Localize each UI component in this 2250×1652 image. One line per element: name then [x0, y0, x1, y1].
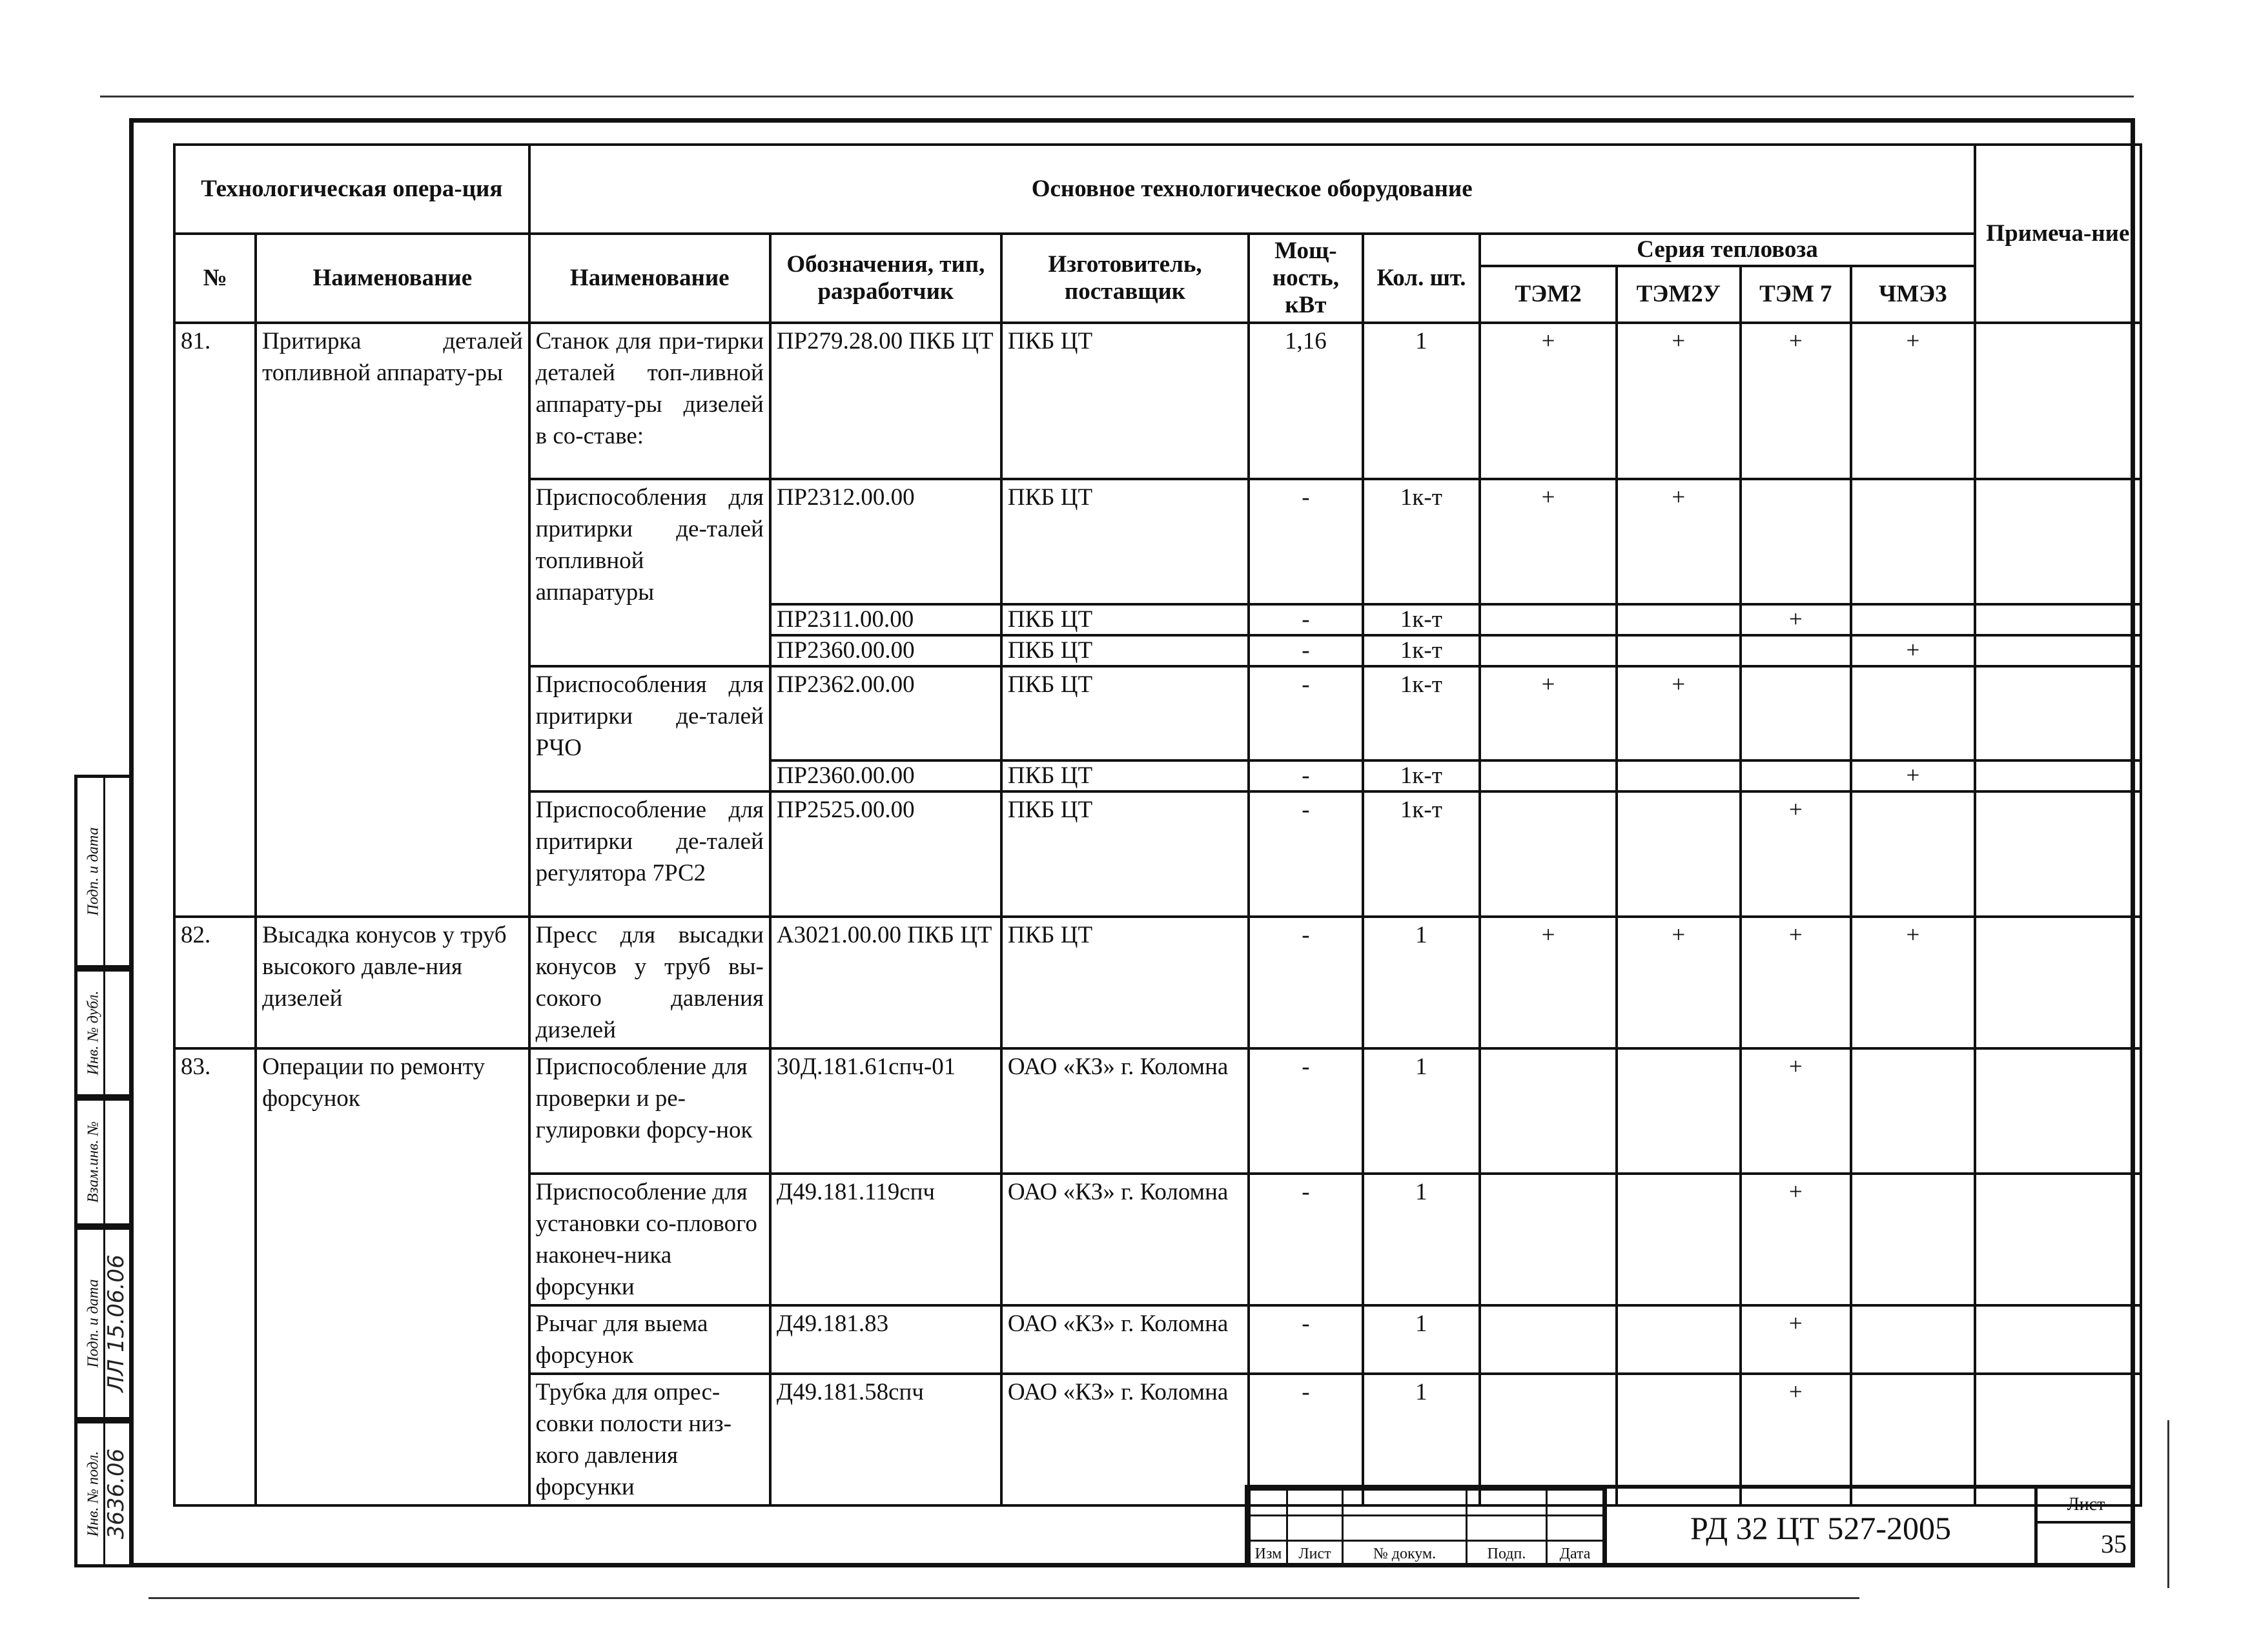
mark-tem7 [1741, 479, 1851, 604]
operation-name: Высадка конусов у труб высокого давле-ния дизелей [256, 917, 529, 1048]
note-cell [1975, 1048, 2141, 1174]
hdr-eq-name: Наименование [529, 234, 770, 323]
stamp-value-empty [103, 778, 129, 965]
maker: ОАО «КЗ» г. Коломна [1001, 1048, 1249, 1174]
hdr-series-chme3: ЧМЭ3 [1851, 266, 1975, 323]
maker: ПКБ ЦТ [1001, 323, 1249, 479]
mark-chme3 [1851, 791, 1975, 917]
hdr-tech-op: Технологическая опера-ция [174, 145, 529, 234]
power: - [1249, 1048, 1363, 1174]
mark-tem2u: + [1617, 323, 1741, 479]
mark-tem2u [1617, 760, 1741, 791]
power: - [1249, 917, 1363, 1048]
mark-chme3 [1851, 604, 1975, 635]
hdr-op-name: Наименование [256, 234, 529, 323]
stamp-label: Взам.инв. № [85, 1121, 102, 1203]
hdr-note: Примеча-ние [1975, 145, 2141, 323]
table-row [174, 1174, 2141, 1305]
designation: ПР2312.00.00 [770, 479, 1001, 604]
quantity: 1к-т [1363, 479, 1480, 604]
stamp-label: Инв. № подл. [85, 1451, 102, 1537]
mark-tem2: + [1480, 666, 1617, 760]
mark-tem2 [1480, 1305, 1617, 1374]
operation-name: Притирка деталей топливной аппарату-ры [256, 323, 529, 917]
power: 1,16 [1249, 323, 1363, 479]
stamp-value-empty [103, 972, 129, 1094]
hdr-series-tem2: ТЭМ2 [1480, 266, 1617, 323]
note-cell [1975, 760, 2141, 791]
hdr-series: Серия тепловоза [1480, 234, 1975, 266]
power: - [1249, 666, 1363, 760]
stamp-handwritten-number: 3636.06 [103, 1448, 129, 1540]
quantity: 1 [1363, 917, 1480, 1048]
designation: ПР2360.00.00 [770, 760, 1001, 791]
mark-tem7: + [1741, 1374, 1851, 1505]
equipment-name: Трубка для опрес-совки полости низ-кого давления форсунки [529, 1374, 770, 1505]
stamp-label: Подп. и дата [85, 827, 102, 916]
mark-chme3: + [1851, 917, 1975, 1048]
sheet-box [2038, 1489, 2134, 1567]
mark-tem7: + [1741, 1048, 1851, 1174]
maker: ПКБ ЦТ [1001, 791, 1249, 917]
mark-tem7 [1741, 635, 1851, 666]
mark-chme3: + [1851, 323, 1975, 479]
operation-name-empty [256, 1174, 529, 1505]
note-cell [1975, 791, 2141, 917]
mark-tem7: + [1741, 604, 1851, 635]
tb-izm: Изм [1250, 1541, 1287, 1567]
maker: ПКБ ЦТ [1001, 917, 1249, 1048]
maker: ПКБ ЦТ [1001, 635, 1249, 666]
mark-chme3 [1851, 666, 1975, 760]
designation: Д49.181.119спч [770, 1174, 1001, 1305]
mark-tem7 [1741, 760, 1851, 791]
equipment-name: Станок для при-тирки деталей топ-ливной аппарату-ры дизелей в со-ставе: [529, 323, 770, 479]
header-row-2 [174, 234, 2141, 266]
quantity: 1к-т [1363, 791, 1480, 917]
tb-dokum: № докум. [1343, 1541, 1467, 1567]
mark-tem2: + [1480, 479, 1617, 604]
mark-tem2 [1480, 1174, 1617, 1305]
mark-tem7: + [1741, 1305, 1851, 1374]
maker: ПКБ ЦТ [1001, 760, 1249, 791]
equipment-name: Приспособление для установки со-плового наконеч-ника форсунки [529, 1174, 770, 1305]
mark-tem2 [1480, 791, 1617, 917]
mark-tem2 [1480, 1048, 1617, 1174]
power: - [1249, 479, 1363, 604]
power: - [1249, 760, 1363, 791]
mark-tem2u [1617, 1305, 1741, 1374]
tb-podp: Подп. [1467, 1541, 1547, 1567]
power: - [1249, 791, 1363, 917]
designation: Д49.181.58спч [770, 1374, 1001, 1505]
title-block [1245, 1485, 2134, 1567]
hdr-num: № [174, 234, 256, 323]
mark-chme3 [1851, 1174, 1975, 1305]
hdr-series-tem2u: ТЭМ2У [1617, 266, 1741, 323]
quantity: 1 [1363, 1374, 1480, 1505]
stamp-handwritten-date: ЛЛ 15.06.06 [103, 1254, 129, 1392]
power: - [1249, 635, 1363, 666]
table-row [174, 323, 2141, 479]
designation: ПР2311.00.00 [770, 604, 1001, 635]
top-rule [100, 96, 2134, 97]
mark-tem7: + [1741, 791, 1851, 917]
row-num-empty [174, 1174, 256, 1505]
mark-tem2u [1617, 1174, 1741, 1305]
equipment-name: Приспособления для притирки де-талей РЧО [529, 666, 770, 791]
equipment-name: Приспособление для притирки де-талей регулятора 7РС2 [529, 791, 770, 917]
quantity: 1к-т [1363, 666, 1480, 760]
stamp-podp-data-2 [74, 1227, 129, 1420]
power: - [1249, 1305, 1363, 1374]
hdr-designation: Обозначения, тип, разработчик [770, 234, 1001, 323]
maker: ПКБ ЦТ [1001, 604, 1249, 635]
mark-tem7: + [1741, 917, 1851, 1048]
designation: А3021.00.00 ПКБ ЦТ [770, 917, 1001, 1048]
tb-data: Дата [1547, 1541, 1604, 1567]
hdr-maker: Изготовитель, поставщик [1001, 234, 1249, 323]
equipment-name: Приспособление для проверки и ре-гулировки форсу-нок [529, 1048, 770, 1174]
header-row-1 [174, 145, 2141, 234]
note-cell [1975, 1305, 2141, 1374]
mark-tem2u: + [1617, 917, 1741, 1048]
row-num: 81. [174, 323, 256, 917]
power: - [1249, 1374, 1363, 1505]
stamp-label: Инв. № дубл. [85, 990, 102, 1076]
mark-chme3 [1851, 479, 1975, 604]
mark-tem2 [1480, 635, 1617, 666]
note-cell [1975, 666, 2141, 760]
stamp-label: Подп. и дата [85, 1279, 102, 1368]
quantity: 1к-т [1363, 635, 1480, 666]
mark-tem2 [1480, 604, 1617, 635]
mark-tem2u [1617, 604, 1741, 635]
designation: Д49.181.83 [770, 1305, 1001, 1374]
hdr-equipment: Основное технологическое оборудование [529, 145, 1975, 234]
stamp-inv-podl [74, 1420, 129, 1567]
sheet-label: Лист [2038, 1489, 2134, 1524]
mark-tem2u: + [1617, 666, 1741, 760]
note-cell [1975, 479, 2141, 604]
equipment-name: Пресс для высадки конусов у труб вы-сокого давления дизелей [529, 917, 770, 1048]
table-row [174, 917, 2141, 1048]
maker: ОАО «КЗ» г. Коломна [1001, 1305, 1249, 1374]
mark-chme3 [1851, 1048, 1975, 1174]
operation-name: Операции по ремонту форсунок [256, 1048, 529, 1174]
mark-tem2u [1617, 791, 1741, 917]
power: - [1249, 1174, 1363, 1305]
document-code: РД 32 ЦТ 527-2005 [1604, 1489, 2038, 1567]
maker: ПКБ ЦТ [1001, 479, 1249, 604]
quantity: 1к-т [1363, 760, 1480, 791]
hdr-qty: Кол. шт. [1363, 234, 1480, 323]
equipment-table [173, 143, 2142, 1507]
mark-tem2: + [1480, 323, 1617, 479]
stamp-inv-dubl [74, 968, 129, 1097]
row-num: 83. [174, 1048, 256, 1174]
revision-grid [1249, 1489, 1604, 1567]
bottom-rule [148, 1597, 1859, 1599]
quantity: 1 [1363, 1305, 1480, 1374]
note-cell [1975, 323, 2141, 479]
designation: 30Д.181.61спч-01 [770, 1048, 1001, 1174]
maker: ПКБ ЦТ [1001, 666, 1249, 760]
tb-list: Лист [1287, 1541, 1343, 1567]
maker: ОАО «КЗ» г. Коломна [1001, 1174, 1249, 1305]
note-cell [1975, 1174, 2141, 1305]
note-cell [1975, 917, 2141, 1048]
mark-chme3 [1851, 1305, 1975, 1374]
equipment-name: Рычаг для выема форсунок [529, 1305, 770, 1374]
quantity: 1 [1363, 323, 1480, 479]
equipment-name: Приспособления для притирки де-талей топливной аппаратуры [529, 479, 770, 666]
mark-tem2: + [1480, 917, 1617, 1048]
hdr-power: Мощ-ность, кВт [1249, 234, 1363, 323]
mark-chme3: + [1851, 635, 1975, 666]
note-cell [1975, 635, 2141, 666]
mark-tem7: + [1741, 1174, 1851, 1305]
designation: ПР2525.00.00 [770, 791, 1001, 917]
stamp-podp-data-1 [74, 775, 129, 968]
designation: ПР2362.00.00 [770, 666, 1001, 760]
quantity: 1 [1363, 1174, 1480, 1305]
row-num: 82. [174, 917, 256, 1048]
mark-tem7 [1741, 666, 1851, 760]
quantity: 1к-т [1363, 604, 1480, 635]
table-row [174, 1048, 2141, 1174]
mark-tem2u [1617, 1048, 1741, 1174]
mark-tem7: + [1741, 323, 1851, 479]
stamp-value-empty [103, 1101, 129, 1223]
power: - [1249, 604, 1363, 635]
note-cell [1975, 604, 2141, 635]
mark-chme3: + [1851, 760, 1975, 791]
maker: ОАО «КЗ» г. Коломна [1001, 1374, 1249, 1505]
mark-tem2u: + [1617, 479, 1741, 604]
hdr-series-tem7: ТЭМ 7 [1741, 266, 1851, 323]
stamp-vzam-inv [74, 1097, 129, 1227]
right-edge-rule [2167, 1420, 2169, 1588]
mark-tem2 [1480, 760, 1617, 791]
sheet-number: 35 [2101, 1529, 2127, 1558]
quantity: 1 [1363, 1048, 1480, 1174]
mark-tem2u [1617, 635, 1741, 666]
designation: ПР2360.00.00 [770, 635, 1001, 666]
designation: ПР279.28.00 ПКБ ЦТ [770, 323, 1001, 479]
